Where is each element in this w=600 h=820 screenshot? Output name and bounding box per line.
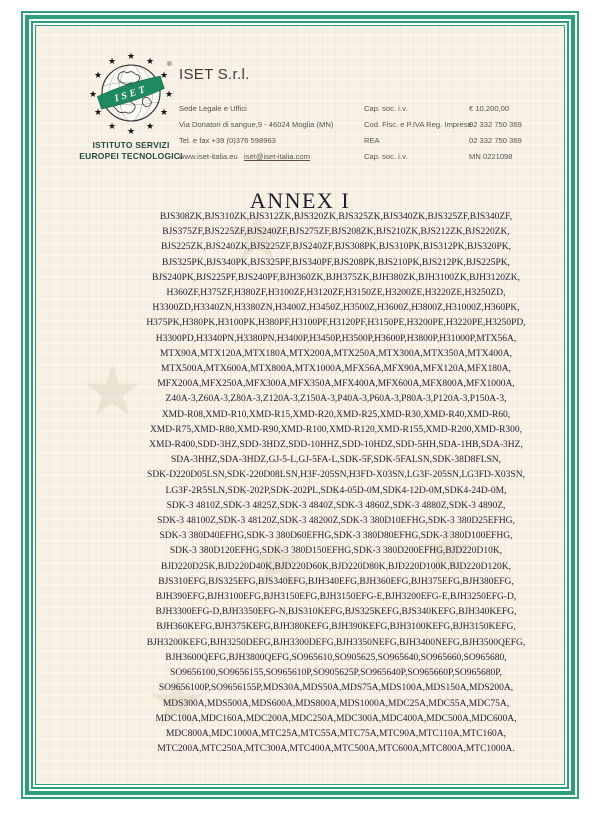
annex-line: BJH3300EFG-D,BJH3350EFG-N,BJS310KEFG,BJS325KEFG,BJS340KEFG,BJH340KEFG,: [155, 607, 517, 618]
registry-label: Cap. soc. i.v.: [364, 104, 408, 113]
registry-label: REA: [364, 136, 380, 145]
svg-text:★: ★: [126, 52, 136, 62]
svg-text:★: ★: [93, 71, 103, 81]
watermark-star: ★: [246, 520, 309, 602]
company-logo: [66, 50, 196, 161]
annex-line: BJH360KEFG,BJH375KEFG,BJH380KEFG,BJH390KEFG,BJH3100KEFG,BJH3150KEFG,: [156, 622, 516, 633]
annex-line: BJS225ZK,BJS240ZK,BJS225ZF,BJS240ZF,BJS308PK,BJS310PK,BJS312PK,BJS320PK,: [160, 242, 512, 253]
watermark-star: ★: [416, 510, 479, 592]
annex-line: MTX500A,MTX600A,MTX800A,MTX1000A,MFX56A,MFX90A,MFX120A,MFX180A,: [161, 364, 511, 375]
annex-line: LG3F-2R5SLN,SDK-202P,SDK-202PL,SDK4-05D-0M,SDK4-12D-0M,SDK4-24D-0M,: [165, 485, 507, 496]
certificate-frame: [21, 11, 579, 799]
address-line-3: Tel. e fax +39 (0)376 598963: [179, 136, 276, 145]
svg-text:★: ★: [159, 71, 169, 81]
watermark-star: ★: [226, 195, 289, 277]
annex-line: MTX90A,MTX120A,MTX180A,MTX200A,MTX250A,MTX300A,MTX350A,MTX400A,: [159, 348, 513, 359]
annex-line: BJS325PK,BJS340PK,BJS325PF,BJS340PF,BJS208PK,BJS210PK,BJS212PK,BJS225PK,: [161, 257, 510, 268]
logo-caption-line1: ISTITUTO SERVIZI: [92, 140, 170, 150]
annex-lines: [116, 210, 556, 757]
logo-ribbon-text: ISET: [113, 83, 150, 105]
website-url: www.iset-italia.eu: [179, 152, 238, 161]
svg-text:★: ★: [145, 122, 155, 132]
annex-line: MTC200A,MTC250A,MTC300A,MTC400A,MTC500A,MTC600A,MTC800A,MTC1000A.: [157, 744, 515, 755]
annex-line: MDS300A,MDS500A,MDS600A,MDS800A,MDS1000A,MDC25A,MDC55A,MDC75A,: [162, 698, 510, 709]
svg-text:★: ★: [88, 90, 98, 100]
logo-caption-line2: EUROPEI TECNOLOGICI: [79, 150, 183, 161]
annex-line: H3300PD,H3340PN,H3380PN,H3400P,H3450P,H3500P,H3600P,H3800P,H31000P,MTX56A,: [155, 333, 517, 344]
registry-value: € 10.200,00: [469, 104, 510, 113]
svg-text:★: ★: [126, 127, 136, 137]
registry-label: Cod. Fisc. e P.IVA Reg. Imprese: [364, 120, 472, 129]
globe-stars-logo: [81, 50, 181, 138]
annex-line: BJS308ZK,BJS310ZK,BJS312ZK,BJS320ZK,BJS325ZK,BJS340ZK,BJS325ZF,BJS340ZF,: [159, 212, 513, 222]
registry-label: Cap. soc. i.v.: [364, 152, 408, 161]
annex-line: BJH3600QEFG,BJH3800QEFG,SO965610,SO905625,SO965640,SO965660,SO965680,: [165, 652, 507, 663]
annex-line: MDC800A,MDC1000A,MTC25A,MTC55A,MTC75A,MTC90A,MTC110A,MTC160A,: [165, 728, 507, 739]
registered-mark: ®: [167, 61, 172, 68]
svg-text:★: ★: [93, 108, 103, 118]
watermark-star: ★: [146, 660, 209, 742]
annex-line: XMD-R08,XMD-R10,XMD-R15,XMD-R20,XMD-R25,XMD-R30,XMD-R40,XMD-R60,: [161, 409, 511, 420]
annex-line: SDK-D220D05LSN,SDK-220D08LSN,H3F-205SN,H3FD-X03SN,LG3F-205SN,LG3FD-X03SN,: [147, 470, 525, 481]
annex-line: SDK-3 48100Z,SDK-3 48120Z,SDK-3 48200Z,SDK-3 380D10EFHG,SDK-3 380D25EFHG,: [157, 516, 515, 527]
registry-value: MN 0221098: [469, 152, 513, 161]
annex-line: XMD-R75,XMD-R80,XMD-R90,XMD-R100,XMD-R120,XMD-R155,XMD-R200,XMD-R300,: [149, 424, 523, 435]
annex-line: SDA-3HHZ,SDA-3HDZ,GJ-5-L,GJ-5FA-L,SDK-5F,SDK-5FALSN,SDK-38D8FLSN,: [170, 455, 502, 466]
annex-line: BJS240PK,BJS225PF,BJS240PF,BJH360ZK,BJH375ZK,BJH380ZK,BJH3100ZK,BJH3120ZK,: [152, 272, 520, 283]
svg-text:★: ★: [164, 90, 174, 100]
address-line-2: Via Donatori di sangue,9 - 46024 Moglia (MN): [179, 120, 334, 129]
annex-line: MFX200A,MFX250A,MFX300A,MFX350A,MFX400A,MFX600A,MFX800A,MFX1000A,: [157, 379, 515, 390]
annex-title: ANNEX I: [249, 188, 351, 213]
annex-line: H360ZF,H375ZF,H380ZF,H3100ZF,H3120ZF,H3150ZE,H3200ZE,H3220ZE,H3250ZD,: [166, 288, 506, 299]
company-name: ISET S.r.l.: [179, 66, 250, 83]
annex-line: SDK-3 380D40EFHG,SDK-3 380D60EFHG,SDK-3 380D80EFHG,SDK-3 380D100EFHG,: [159, 531, 513, 542]
annex-line: SDK-3 380D120EFHG,SDK-3 380D150EFHG,SDK-3 380D200EFHG,BJD220D10K,: [169, 546, 503, 557]
address-line-1: Sede Legale e Uffici: [179, 104, 247, 113]
registry-value: 02 332 750 369: [469, 136, 522, 145]
annex-line: SO9656100,SO9656155,SO965610P,SO905625P,SO965640P,SO965660P,SO965680P,: [170, 668, 502, 679]
annex-line: SDK-3 4810Z,SDK-3 4825Z,SDK-3 4840Z,SDK-3 4860Z,SDK-3 4880Z,SDK-3 4890Z,: [166, 500, 506, 511]
annex-line: XMD-R400,SDD-3HZ,SDD-3HDZ,SDD-10HHZ,SDD-10HDZ,SDD-5HH,SDA-1HB,SDA-3HZ,: [149, 440, 523, 451]
annex-line: MDC100A,MDC160A,MDC200A,MDC250A,MDC300A,MDC400A,MDC500A,MDC600A,: [155, 713, 517, 724]
page-background: [35, 25, 565, 785]
email-link[interactable]: iset@iset-italia.com: [244, 152, 310, 161]
annex-line: BJH3200KEFG,BJH3250DEFG,BJH3300DEFG,BJH3350NEFG,BJH3400NEFG,BJH3500QEFG,: [146, 637, 526, 648]
svg-text:★: ★: [107, 57, 117, 67]
registry-value: 02 332 750 369: [469, 120, 522, 129]
annex-line: Z40A-3,Z60A-3,Z80A-3,Z120A-3,Z150A-3,P40A-3,P60A-3,P80A-3,P120A-3,P150A-3,: [165, 394, 507, 405]
annex-line: SO9656100P,SO9656155P,MDS30A,MDS50A,MDS75A,MDS100A,MDS150A,MDS200A,: [158, 683, 514, 694]
web-contact-line: [179, 152, 310, 161]
logo-caption: [66, 140, 196, 161]
annex-line: H3300ZD,H3340ZN,H3380ZN,H3400Z,H3450Z,H3500Z,H3600Z,H3800Z,H31000Z,H360PK,: [152, 303, 520, 314]
watermark-star: ★: [81, 350, 144, 432]
annex-line: BJS310EFG,BJS325EFG,BJS340EFG,BJH340EFG,BJH360EFG,BJH375EFG,BJH380EFG,: [158, 576, 514, 587]
annex-line: BJH390EFG,BJH3100EFG,BJH3150EFG,BJH3150EFG-E,BJH3200EFG-E,BJH3250EFG-D,: [155, 592, 517, 603]
svg-text:★: ★: [159, 108, 169, 118]
svg-text:★: ★: [107, 122, 117, 132]
annex-line: BJS375ZF,BJS225ZF,BJS240ZF,BJS275ZF,BJS208ZK,BJS210ZK,BJS212ZK,BJS220ZK,: [162, 227, 510, 238]
svg-text:★: ★: [145, 57, 155, 67]
annex-line: BJD220D25K,BJD220D40K,BJD220D60K,BJD220D80K,BJD220D100K,BJD220D120K,: [161, 561, 511, 572]
annex-line: H375PK,H380PK,H3100PK,H380PF,H3100PF,H3120PF,H3150PE,H3200PE,H3220PE,H3250PD,: [146, 318, 526, 329]
